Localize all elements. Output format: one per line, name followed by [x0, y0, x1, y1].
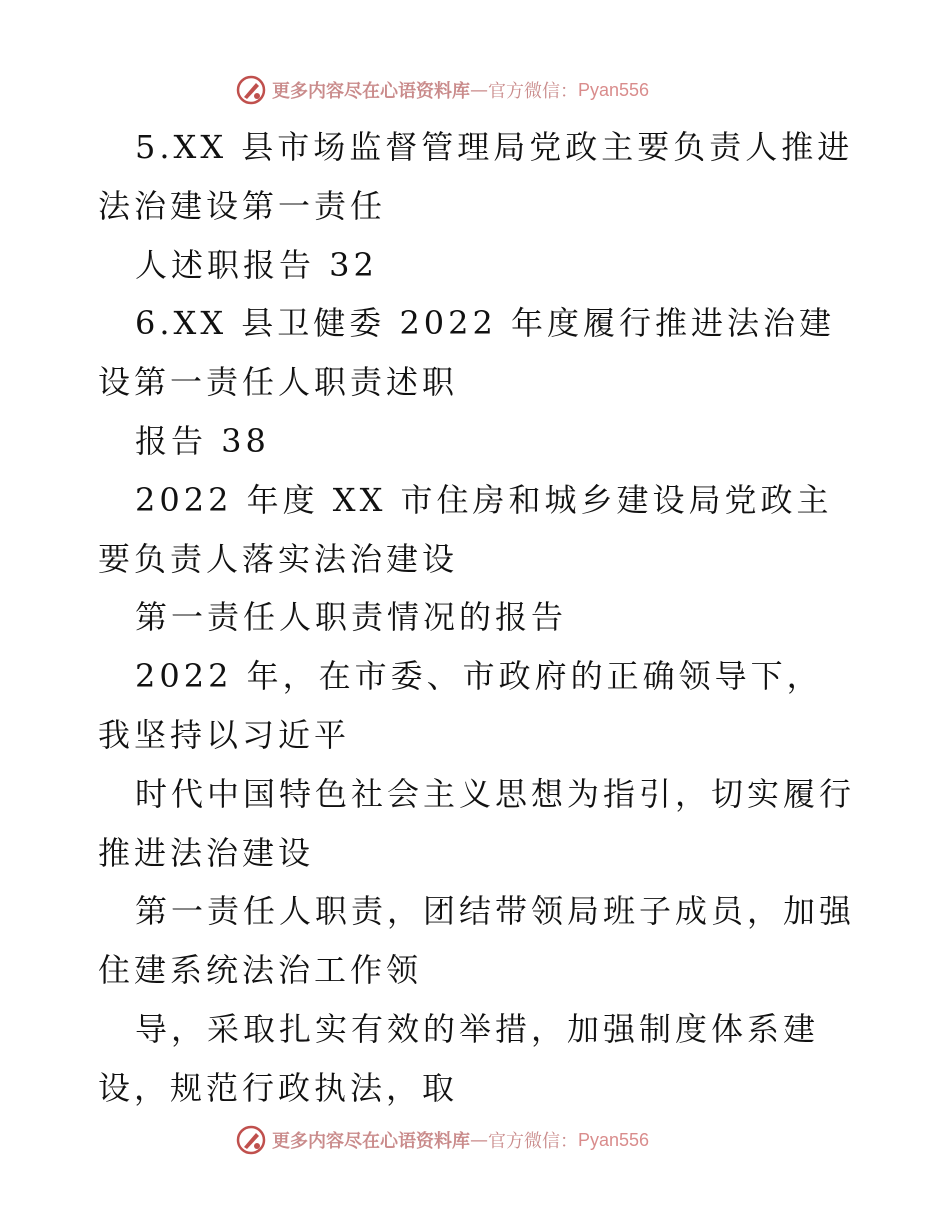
- paragraph: 2022 年，在市委、市政府的正确领导下，我坚持以习近平: [98, 657, 823, 754]
- watermark-dash: —: [470, 1129, 488, 1151]
- watermark-dash: —: [470, 79, 488, 101]
- watermark-main-text: 更多内容尽在心语资料库: [272, 81, 470, 102]
- paragraph: 2022 年度 XX 市住房和城乡建设局党政主要负责人落实法治建设: [98, 480, 833, 578]
- header-watermark: [236, 73, 649, 107]
- footer-watermark: [236, 1123, 649, 1157]
- watermark-sub-text: 官方微信：: [488, 1131, 578, 1152]
- paragraph: 导，采取扎实有效的举措，加强制度体系建设，规范行政执法，取: [98, 1009, 820, 1107]
- paragraph: 时代中国特色社会主义思想为指引，切实履行推进法治建设: [98, 774, 856, 872]
- watermark-id: Pyan556: [578, 1129, 650, 1150]
- paragraph: 第一责任人职责情况的报告: [135, 598, 568, 637]
- watermark-main-text: 更多内容尽在心语资料库: [272, 1131, 470, 1152]
- watermark-id: Pyan556: [578, 79, 650, 100]
- paragraph: 报告 38: [135, 421, 270, 460]
- paragraph: 5.XX 县市场监督管理局党政主要负责人推进法治建设第一责任: [98, 128, 854, 225]
- paragraph: 第一责任人职责，团结带领局班子成员，加强住建系统法治工作领: [98, 892, 856, 990]
- paragraph: 人述职报告 32: [135, 245, 378, 284]
- paragraph: 6.XX 县卫健委 2022 年度履行推进法治建设第一责任人职责述职: [98, 304, 836, 402]
- pen-logo-icon: [236, 1125, 266, 1155]
- pen-logo-icon: [236, 75, 266, 105]
- watermark-sub-text: 官方微信：: [488, 81, 578, 102]
- document-body: [98, 118, 858, 1118]
